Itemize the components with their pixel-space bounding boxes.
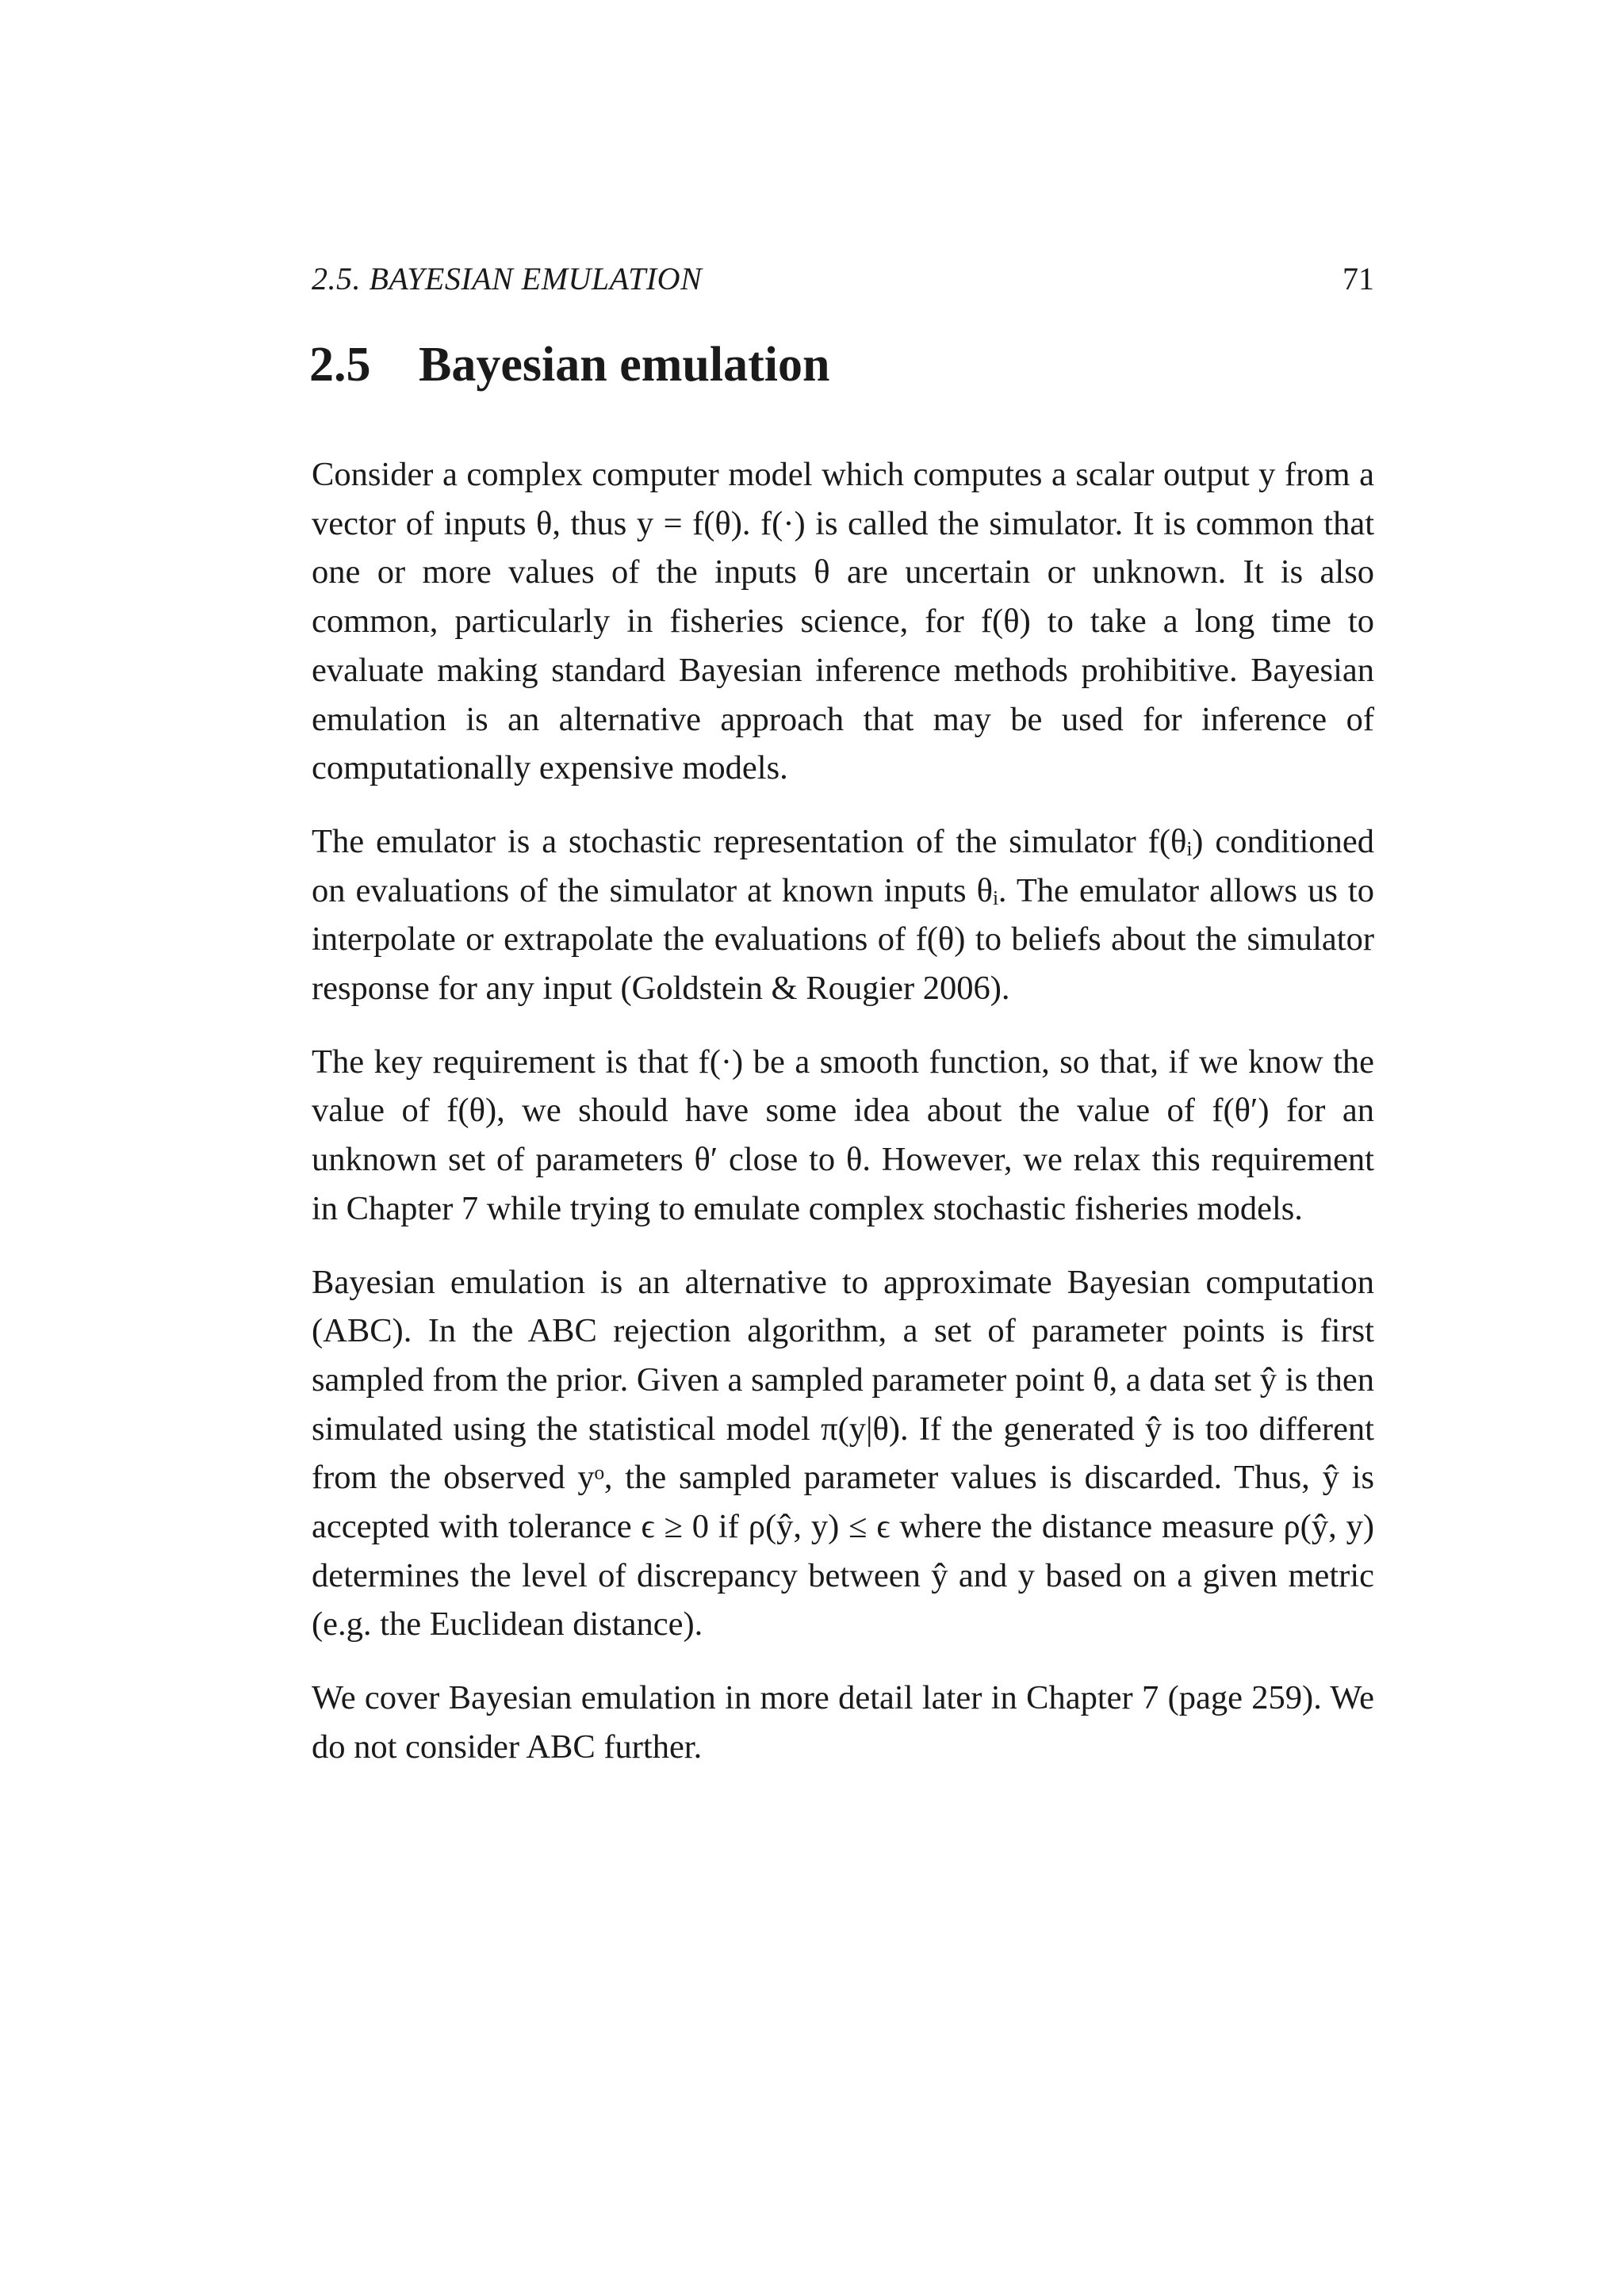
page-number: 71	[1342, 261, 1374, 297]
paragraph-smoothness-requirement: The key requirement is that f(·) be a smooth function, so that, if we know the value of f(θ), we should have some idea about the value of f(θ′) for an unknown set of parameters θ′ close to θ. However, we relax this requirement in Chapter 7 while trying to emulate complex stochastic fisheries models.	[312, 1043, 1374, 1227]
body-text	[312, 450, 1374, 1797]
section-heading	[309, 333, 829, 396]
paragraph-simulator-intro: Consider a complex computer model which computes a scalar output y from a vector of inputs θ, thus y = f(θ). f(·) is called the simulator. It is common that one or more values of the inputs θ are uncertain or unknown. It is also common, particularly in fisheries science, for f(θ) to take a long time to evaluate making standard Bayesian inference methods prohibitive. Bayesian emulation is an alternative approach that may be used for inference of computationally expensive models.	[312, 456, 1374, 787]
running-header	[312, 260, 1374, 304]
section-number: 2.5	[309, 338, 371, 392]
section-title: Bayesian emulation	[419, 338, 830, 392]
paragraph-emulator-definition: The emulator is a stochastic representation of the simulator f(θᵢ) conditioned on evaluations of the simulator at known inputs θᵢ. The emulator allows us to interpolate or extrapolate the evaluations of f(θ) to beliefs about the simulator response for any input (Goldstein & Rougier 2006).	[312, 822, 1374, 1008]
header-section-label: 2.5. BAYESIAN EMULATION	[312, 261, 703, 297]
paragraph-closing-note: We cover Bayesian emulation in more detail later in Chapter 7 (page 259). We do not consider ABC further.	[312, 1679, 1374, 1766]
paragraph-abc-comparison: Bayesian emulation is an alternative to approximate Bayesian computation (ABC). In the ABC rejection algorithm, a set of parameter points is first sampled from the prior. Given a sampled parameter point θ, a data set ŷ is then simulated using the statistical model π(y|θ). If the generated ŷ is too different from the observed yᵒ, the sampled parameter values is discarded. Thus, ŷ is accepted with tolerance ϵ ≥ 0 if ρ(ŷ, y) ≤ ϵ where the distance measure ρ(ŷ, y) determines the level of discrepancy between ŷ and y based on a given metric (e.g. the Euclidean distance).	[312, 1263, 1374, 1644]
